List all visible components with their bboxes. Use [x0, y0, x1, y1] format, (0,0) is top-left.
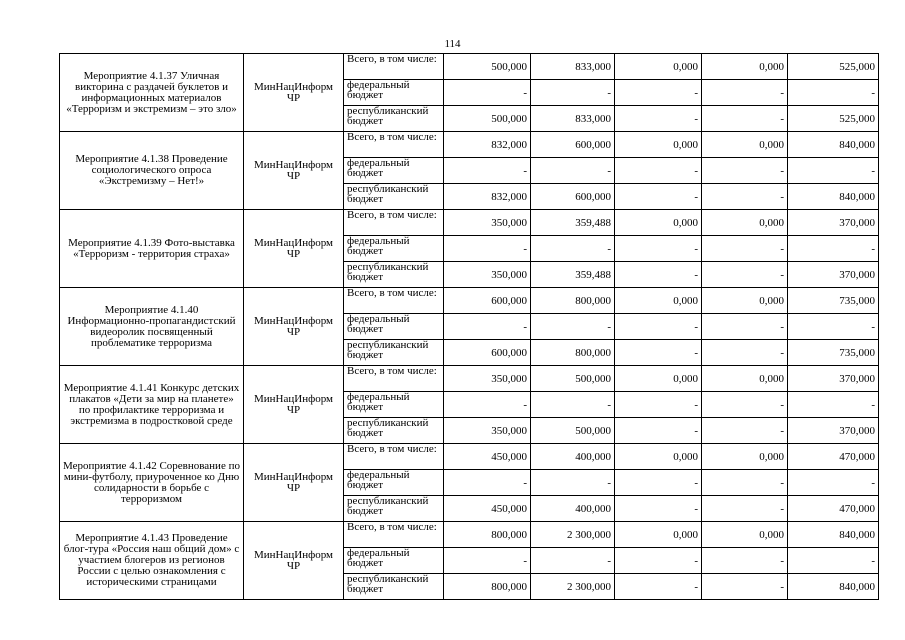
- responsible-org: МинНацИнформ ЧР: [244, 444, 344, 522]
- funding-source: федеральный бюджет: [344, 392, 444, 418]
- amount-cell: 350,000: [444, 366, 531, 392]
- amount-cell: -: [615, 470, 702, 496]
- amount-cell: 470,000: [788, 444, 879, 470]
- amount-cell: -: [444, 470, 531, 496]
- amount-cell: 500,000: [531, 366, 615, 392]
- page-number: 114: [444, 38, 461, 50]
- amount-cell: -: [788, 80, 879, 106]
- amount-cell: -: [788, 158, 879, 184]
- amount-cell: 0,000: [615, 54, 702, 80]
- funding-source: Всего, в том числе:: [344, 54, 444, 80]
- amount-cell: -: [615, 392, 702, 418]
- amount-cell: -: [531, 80, 615, 106]
- amount-cell: -: [531, 314, 615, 340]
- amount-cell: 470,000: [788, 496, 879, 522]
- event-title: Мероприятие 4.1.37 Уличная викторина с раздачей буклетов и информационных материалов «Терроризм и экстремизм – это зло»: [60, 54, 244, 132]
- amount-cell: -: [788, 470, 879, 496]
- amount-cell: -: [615, 106, 702, 132]
- amount-cell: -: [788, 548, 879, 574]
- table-row: [60, 54, 879, 80]
- amount-cell: 0,000: [702, 522, 788, 548]
- amount-cell: -: [444, 80, 531, 106]
- event-title: Мероприятие 4.1.42 Соревнование по мини-футболу, приуроченное ко Дню солидарности в борьбе с терроризмом: [60, 444, 244, 522]
- funding-source: Всего, в том числе:: [344, 288, 444, 314]
- amount-cell: -: [444, 548, 531, 574]
- amount-cell: 450,000: [444, 496, 531, 522]
- amount-cell: 735,000: [788, 340, 879, 366]
- amount-cell: -: [702, 340, 788, 366]
- amount-cell: -: [615, 236, 702, 262]
- amount-cell: 600,000: [531, 184, 615, 210]
- amount-cell: -: [615, 574, 702, 600]
- amount-cell: -: [444, 158, 531, 184]
- funding-source: федеральный бюджет: [344, 158, 444, 184]
- amount-cell: -: [615, 80, 702, 106]
- funding-source: республиканский бюджет: [344, 418, 444, 444]
- amount-cell: 0,000: [615, 522, 702, 548]
- amount-cell: -: [444, 314, 531, 340]
- amount-cell: 350,000: [444, 418, 531, 444]
- amount-cell: -: [444, 392, 531, 418]
- funding-source: Всего, в том числе:: [344, 444, 444, 470]
- funding-source: федеральный бюджет: [344, 236, 444, 262]
- amount-cell: -: [615, 314, 702, 340]
- responsible-org: МинНацИнформ ЧР: [244, 366, 344, 444]
- amount-cell: 800,000: [444, 574, 531, 600]
- event-title: Мероприятие 4.1.38 Проведение социологического опроса «Экстремизму – Нет!»: [60, 132, 244, 210]
- funding-source: республиканский бюджет: [344, 184, 444, 210]
- funding-source: Всего, в том числе:: [344, 522, 444, 548]
- amount-cell: 2 300,000: [531, 522, 615, 548]
- amount-cell: -: [702, 470, 788, 496]
- amount-cell: -: [702, 80, 788, 106]
- amount-cell: -: [531, 470, 615, 496]
- amount-cell: -: [615, 262, 702, 288]
- amount-cell: -: [788, 314, 879, 340]
- funding-source: Всего, в том числе:: [344, 132, 444, 158]
- responsible-org: МинНацИнформ ЧР: [244, 210, 344, 288]
- amount-cell: 450,000: [444, 444, 531, 470]
- table-row: [60, 288, 879, 314]
- funding-source: Всего, в том числе:: [344, 366, 444, 392]
- table-body: [60, 54, 879, 600]
- amount-cell: 370,000: [788, 210, 879, 236]
- amount-cell: 840,000: [788, 132, 879, 158]
- funding-source: республиканский бюджет: [344, 262, 444, 288]
- responsible-org: МинНацИнформ ЧР: [244, 132, 344, 210]
- amount-cell: -: [615, 184, 702, 210]
- amount-cell: -: [615, 548, 702, 574]
- amount-cell: 833,000: [531, 106, 615, 132]
- amount-cell: 370,000: [788, 366, 879, 392]
- amount-cell: 840,000: [788, 184, 879, 210]
- table-row: [60, 210, 879, 236]
- amount-cell: 833,000: [531, 54, 615, 80]
- funding-source: федеральный бюджет: [344, 548, 444, 574]
- amount-cell: 832,000: [444, 184, 531, 210]
- amount-cell: 0,000: [615, 288, 702, 314]
- responsible-org: МинНацИнформ ЧР: [244, 288, 344, 366]
- funding-source: федеральный бюджет: [344, 314, 444, 340]
- responsible-org: МинНацИнформ ЧР: [244, 54, 344, 132]
- amount-cell: 0,000: [702, 132, 788, 158]
- funding-source: республиканский бюджет: [344, 340, 444, 366]
- amount-cell: 359,488: [531, 210, 615, 236]
- amount-cell: -: [531, 158, 615, 184]
- event-title: Мероприятие 4.1.40 Информационно-пропагандистский видеоролик посвященный проблематике терроризма: [60, 288, 244, 366]
- event-title: Мероприятие 4.1.43 Проведение блог-тура «Россия наш общий дом» с участием блогеров из регионов России с целью ознакомления с историческими страницами: [60, 522, 244, 600]
- amount-cell: -: [531, 392, 615, 418]
- amount-cell: 0,000: [702, 288, 788, 314]
- amount-cell: 0,000: [615, 132, 702, 158]
- funding-source: Всего, в том числе:: [344, 210, 444, 236]
- amount-cell: -: [702, 548, 788, 574]
- amount-cell: -: [702, 314, 788, 340]
- funding-source: республиканский бюджет: [344, 106, 444, 132]
- amount-cell: 800,000: [531, 340, 615, 366]
- amount-cell: 359,488: [531, 262, 615, 288]
- amount-cell: 600,000: [531, 132, 615, 158]
- amount-cell: 600,000: [444, 340, 531, 366]
- amount-cell: 500,000: [531, 418, 615, 444]
- amount-cell: 0,000: [702, 444, 788, 470]
- responsible-org: МинНацИнформ ЧР: [244, 522, 344, 600]
- amount-cell: 840,000: [788, 522, 879, 548]
- amount-cell: -: [615, 158, 702, 184]
- amount-cell: 735,000: [788, 288, 879, 314]
- amount-cell: 370,000: [788, 418, 879, 444]
- amount-cell: -: [615, 418, 702, 444]
- amount-cell: 800,000: [531, 288, 615, 314]
- event-title: Мероприятие 4.1.39 Фото-выставка «Терроризм - территория страха»: [60, 210, 244, 288]
- amount-cell: -: [615, 496, 702, 522]
- amount-cell: 0,000: [702, 210, 788, 236]
- amount-cell: -: [702, 496, 788, 522]
- amount-cell: -: [702, 418, 788, 444]
- amount-cell: 0,000: [702, 366, 788, 392]
- amount-cell: -: [702, 106, 788, 132]
- amount-cell: -: [702, 236, 788, 262]
- amount-cell: 350,000: [444, 262, 531, 288]
- amount-cell: 0,000: [702, 54, 788, 80]
- amount-cell: 525,000: [788, 54, 879, 80]
- amount-cell: 500,000: [444, 54, 531, 80]
- funding-source: республиканский бюджет: [344, 574, 444, 600]
- event-title: Мероприятие 4.1.41 Конкурс детских плакатов «Дети за мир на планете» по профилактике терроризма и экстремизма в подростковой среде: [60, 366, 244, 444]
- amount-cell: -: [702, 184, 788, 210]
- amount-cell: 832,000: [444, 132, 531, 158]
- funding-source: федеральный бюджет: [344, 80, 444, 106]
- amount-cell: -: [531, 548, 615, 574]
- amount-cell: 350,000: [444, 210, 531, 236]
- amount-cell: -: [788, 236, 879, 262]
- amount-cell: 525,000: [788, 106, 879, 132]
- amount-cell: 800,000: [444, 522, 531, 548]
- amount-cell: 840,000: [788, 574, 879, 600]
- amount-cell: -: [702, 158, 788, 184]
- amount-cell: -: [702, 392, 788, 418]
- amount-cell: 0,000: [615, 444, 702, 470]
- amount-cell: 600,000: [444, 288, 531, 314]
- budget-table: [59, 53, 879, 600]
- amount-cell: 0,000: [615, 366, 702, 392]
- table-row: [60, 444, 879, 470]
- table-row: [60, 132, 879, 158]
- amount-cell: -: [702, 574, 788, 600]
- amount-cell: 2 300,000: [531, 574, 615, 600]
- amount-cell: 0,000: [615, 210, 702, 236]
- amount-cell: -: [444, 236, 531, 262]
- amount-cell: -: [702, 262, 788, 288]
- amount-cell: 400,000: [531, 496, 615, 522]
- amount-cell: 370,000: [788, 262, 879, 288]
- amount-cell: -: [788, 392, 879, 418]
- table-row: [60, 366, 879, 392]
- funding-source: республиканский бюджет: [344, 496, 444, 522]
- amount-cell: -: [615, 340, 702, 366]
- funding-source: федеральный бюджет: [344, 470, 444, 496]
- table-row: [60, 522, 879, 548]
- amount-cell: -: [531, 236, 615, 262]
- amount-cell: 500,000: [444, 106, 531, 132]
- amount-cell: 400,000: [531, 444, 615, 470]
